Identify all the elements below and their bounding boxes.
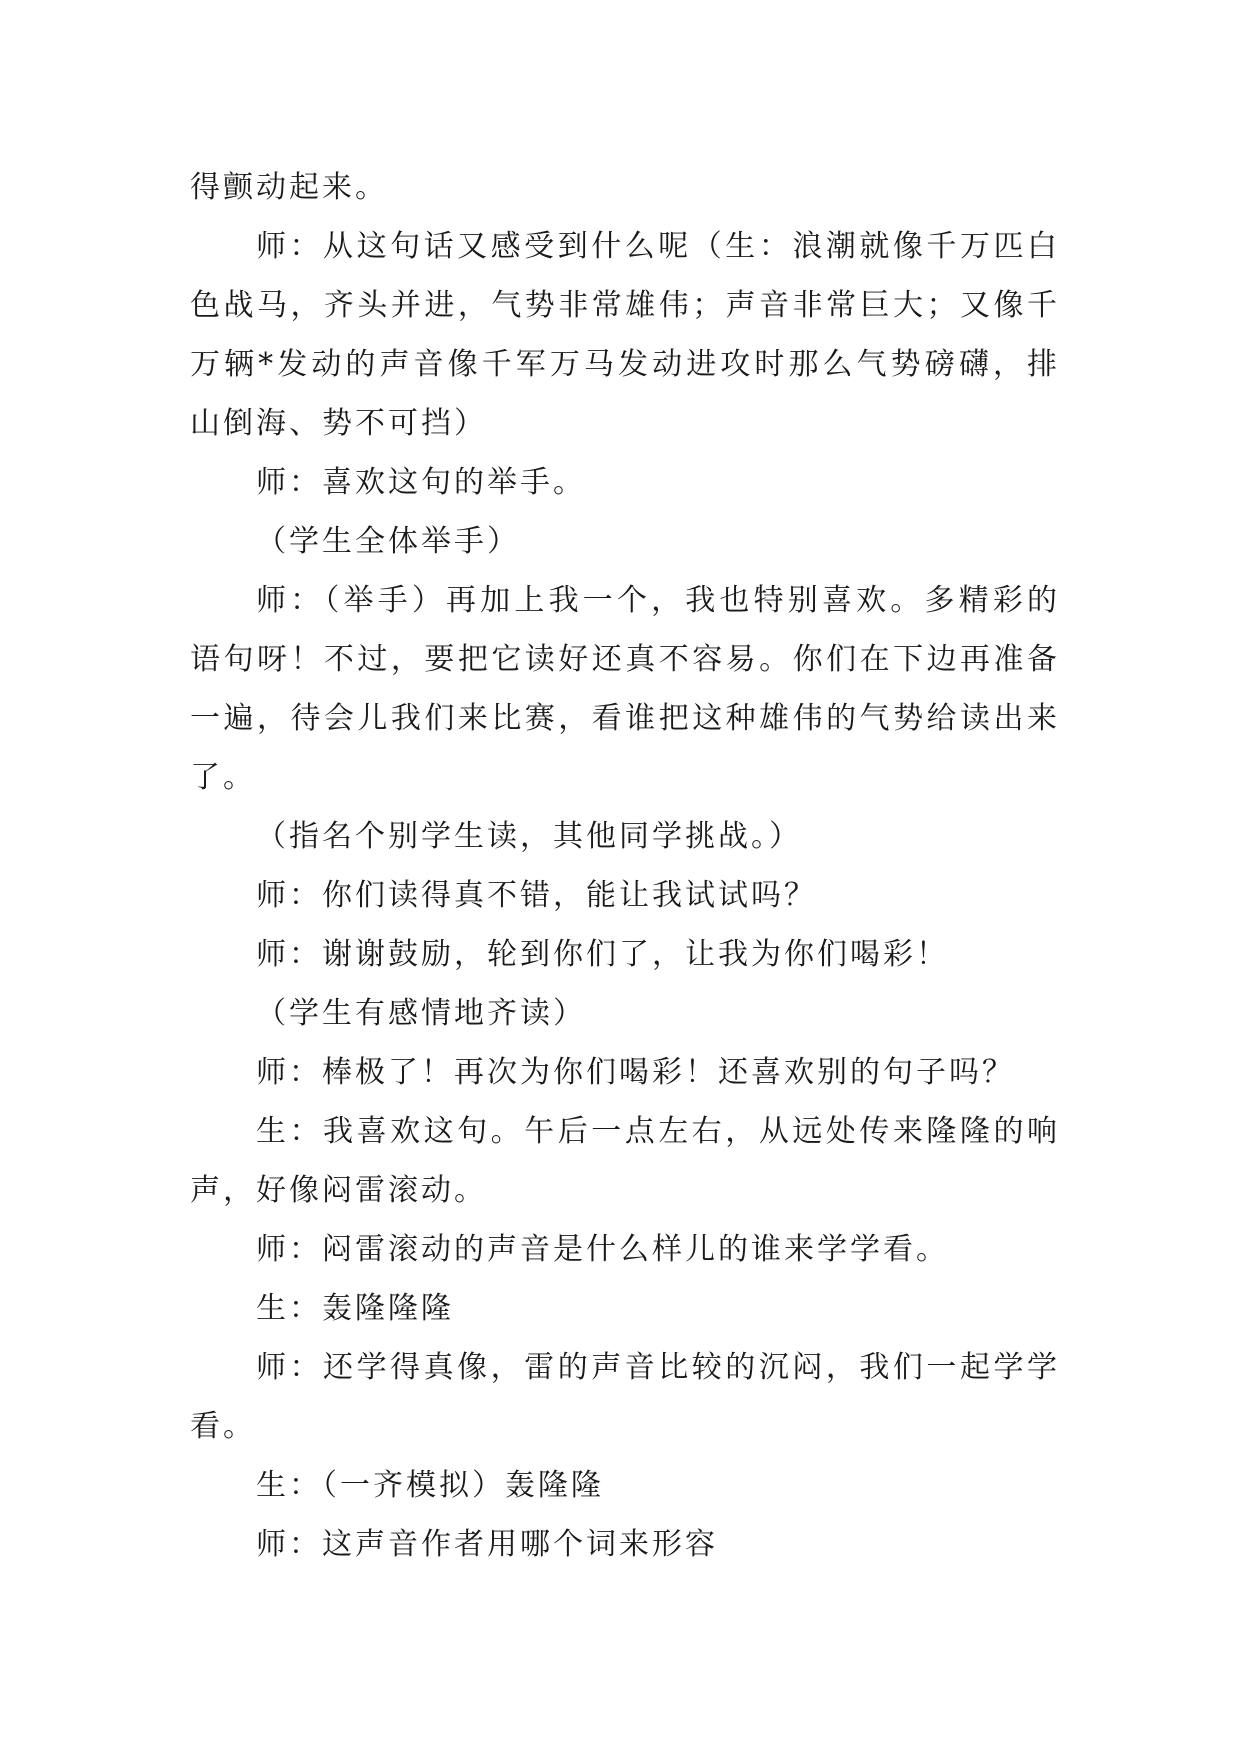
paragraph-teacher-raise-hands: 师：喜欢这句的举手。 <box>256 465 586 500</box>
paragraph-teacher-thunder: 师：闷雷滚动的声音是什么样儿的谁来学学看。 <box>256 1232 949 1267</box>
paragraph-teacher-compete: 师：（举手）再加上我一个，我也特别喜欢。多精彩的语句呀！不过，要把它读好还真不容易。你们在下边再准备一遍，待会儿我们来比赛，看谁把这种雄伟的气势给读出来了。 <box>190 583 1060 795</box>
paragraph-continuation: 得颤动起来。 <box>190 170 388 205</box>
paragraph-teacher-feeling: 师：从这句话又感受到什么呢（生：浪潮就像千万匹白色战马，齐头并进，气势非常雄伟；声音非常巨大；又像千万辆*发动的声音像千军万马发动进攻时那么气势磅礴，排山倒海、势不可挡） <box>190 229 1060 441</box>
paragraph-student-like: 生：我喜欢这句。午后一点左右，从远处传来隆隆的响声，好像闷雷滚动。 <box>190 1114 1060 1208</box>
paragraph-teacher-learn-together: 师：还学得真像，雷的声音比较的沉闷，我们一起学学看。 <box>190 1350 1060 1444</box>
paragraph-teacher-other-sentences: 师：棒极了！再次为你们喝彩！还喜欢别的句子吗？ <box>256 1055 1015 1090</box>
paragraph-teacher-try: 师：你们读得真不错，能让我试试吗？ <box>256 878 817 913</box>
paragraph-teacher-which-word: 师：这声音作者用哪个词来形容 <box>256 1527 718 1562</box>
document-body <box>190 158 1060 1574</box>
paragraph-student-rumble: 生：轰隆隆隆 <box>256 1291 454 1326</box>
paragraph-group-reading: （学生有感情地齐读） <box>256 996 586 1031</box>
paragraph-students-raise-hands: （学生全体举手） <box>256 524 520 559</box>
paragraph-students-imitate: 生：（一齐模拟）轰隆隆 <box>256 1468 604 1503</box>
paragraph-teacher-cheer: 师：谢谢鼓励，轮到你们了，让我为你们喝彩！ <box>256 937 949 972</box>
paragraph-individual-reading: （指名个别学生读，其他同学挑战。） <box>256 819 802 854</box>
